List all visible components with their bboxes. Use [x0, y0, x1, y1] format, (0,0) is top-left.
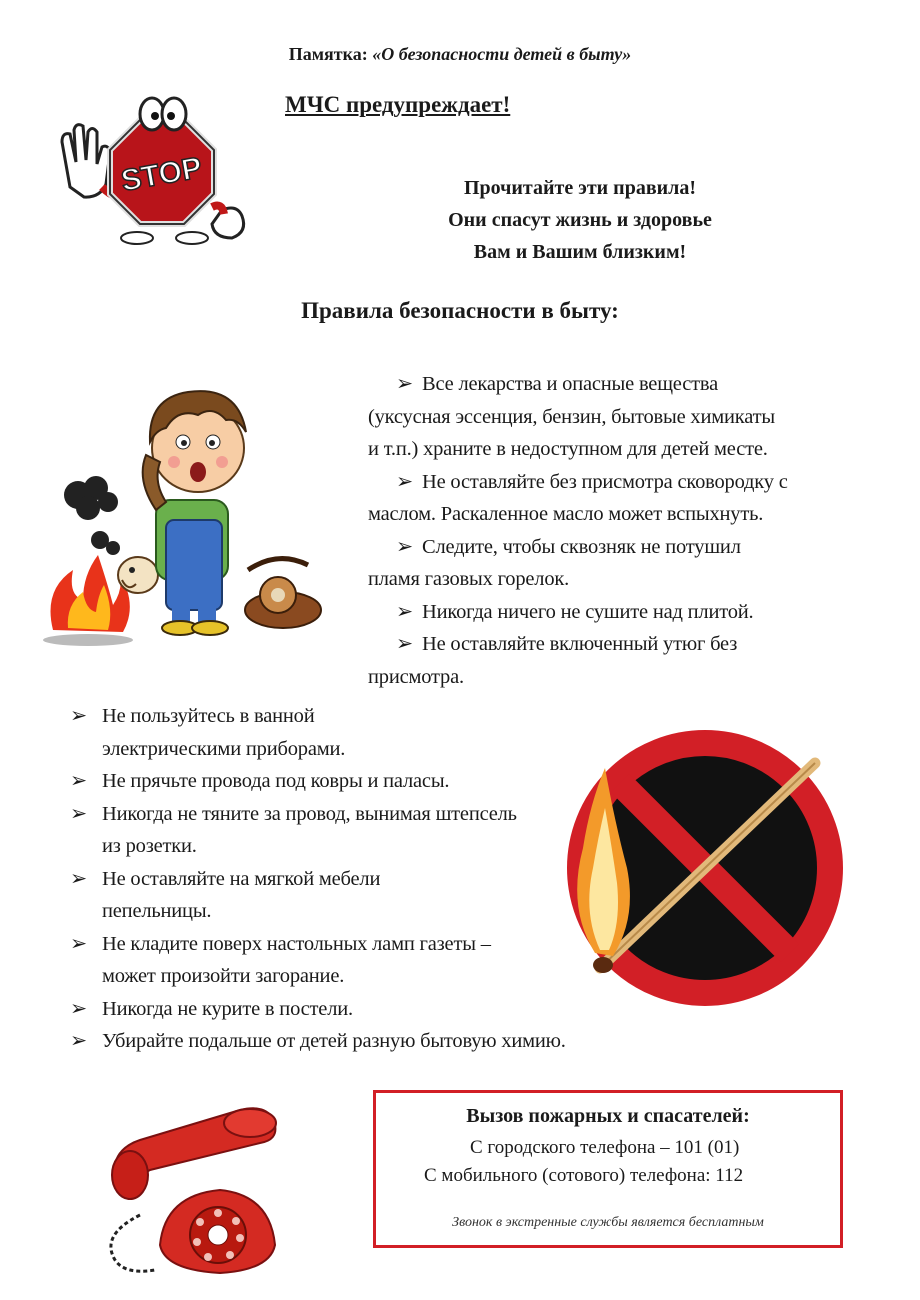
- rule-line: ➢ Никогда ничего не сушите над плитой.: [396, 600, 754, 623]
- rule-line: маслом. Раскаленное масло может вспыхнуть.: [368, 503, 764, 525]
- rule-item: ➢ Не прячьте провода под ковры и паласы.: [70, 770, 450, 792]
- rule-item: ➢ Не оставляйте на мягкой мебели пепельницы.: [70, 867, 381, 922]
- red-rotary-telephone-icon: [70, 1095, 285, 1280]
- intro-text: [360, 172, 800, 268]
- rule-item: ➢ Никогда не тяните за провод, вынимая штепсель из розетки.: [70, 802, 517, 857]
- rule-line: пламя газовых горелок.: [368, 568, 570, 590]
- intro-line-1: Прочитайте эти правила!: [463, 177, 697, 199]
- child-with-phone-fire-icon: [38, 370, 338, 660]
- rules-title: Правила безопасности в быту:: [301, 298, 619, 323]
- emergency-contacts-box: [373, 1090, 843, 1248]
- rule-line: присмотра.: [368, 665, 464, 688]
- rule-item: ➢ Никогда не курите в постели.: [70, 997, 353, 1020]
- landline-number: С городского телефона – 101 (01): [470, 1137, 740, 1158]
- intro-line-2: Они спасут жизнь и здоровье: [448, 209, 712, 231]
- upper-rules-list: [368, 368, 888, 693]
- mobile-number: С мобильного (сотового) телефона: 112: [424, 1165, 744, 1186]
- memo-title: «О безопасности детей в быту»: [372, 44, 632, 64]
- rule-line: ➢ Не оставляйте включенный утюг без: [396, 633, 738, 655]
- rule-line: и т.п.) храните в недоступном для детей месте.: [368, 438, 768, 460]
- stop-sign-character-icon: [52, 92, 262, 252]
- no-matches-prohibition-icon: [565, 728, 845, 1008]
- emergency-title: Вызов пожарных и спасателей:: [466, 1105, 750, 1127]
- intro-line-3: Вам и Вашим близким!: [473, 241, 687, 263]
- memo-prefix: Памятка:: [288, 44, 368, 64]
- rule-line: ➢ Следите, чтобы сквозняк не потушил: [396, 535, 741, 558]
- rule-item: ➢ Не пользуйтесь в ванной электрическими приборами.: [70, 705, 346, 760]
- mchs-warning: МЧС предупреждает!: [285, 92, 511, 117]
- rule-line: ➢ Все лекарства и опасные вещества: [396, 373, 718, 395]
- rule-item: ➢ Убирайте подальше от детей разную бытовую химию.: [70, 1030, 566, 1052]
- svg-text:STOP: STOP: [118, 151, 205, 198]
- memo-header: [0, 44, 920, 65]
- rule-item: ➢ Не кладите поверх настольных ламп газеты – может произойти загорание.: [70, 932, 491, 987]
- rule-line: ➢ Не оставляйте без присмотра сковородку с: [396, 470, 788, 493]
- rule-line: (уксусная эссенция, бензин, бытовые химикаты: [368, 405, 775, 428]
- free-call-note: Звонок в экстренные службы является бесплатным: [452, 1215, 764, 1230]
